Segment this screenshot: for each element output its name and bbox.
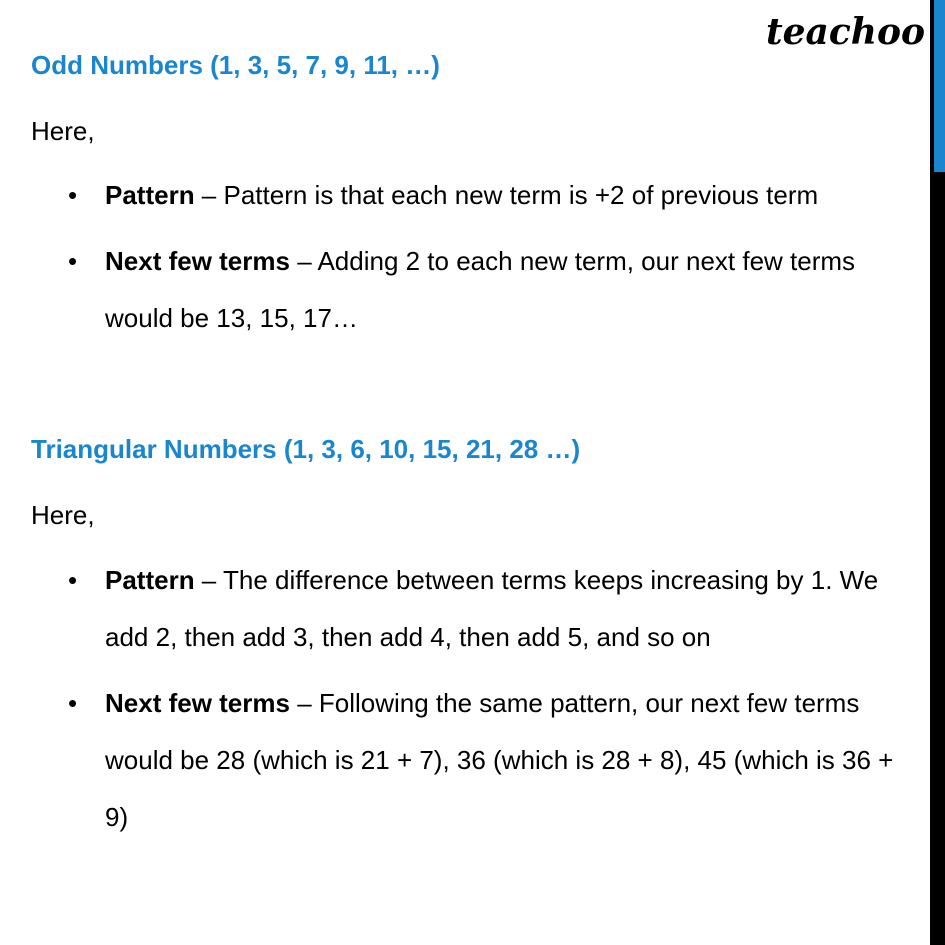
bullet-text: – Adding 2 to each new term, our next few terms would be 13, 15, 17… (105, 246, 856, 333)
sidebar-accent (934, 0, 945, 172)
section-heading-odd-numbers: Odd Numbers (1, 3, 5, 7, 9, 11, …) (31, 50, 440, 80)
bullet-odd-pattern (68, 167, 915, 224)
bullet-dot-icon: • (68, 180, 78, 210)
bullet-term: Pattern (105, 180, 195, 210)
bullet-term: Next few terms (105, 246, 290, 276)
bullet-odd-next-terms (68, 233, 915, 347)
bullet-term: Pattern (105, 565, 195, 595)
bullet-triangular-pattern (68, 552, 915, 666)
section-heading-triangular-numbers: Triangular Numbers (1, 3, 6, 10, 15, 21, 28 …) (31, 434, 581, 464)
bullet-term: Next few terms (105, 688, 290, 718)
bullet-text: – Pattern is that each new term is +2 of previous term (194, 180, 819, 210)
bullet-text: – Following the same pattern, our next few terms would be 28 (which is 21 + 7), 36 (which is 28 + 8), 45 (which is 36 + 9) (105, 688, 894, 832)
section-intro-odd-numbers: Here, (31, 116, 95, 146)
bullet-dot-icon: • (68, 246, 78, 276)
teachoo-logo: teachoo (766, 11, 925, 53)
bullet-dot-icon: • (68, 565, 78, 595)
bullet-triangular-next-terms (68, 675, 915, 846)
bullet-dot-icon: • (68, 688, 78, 718)
right-sidebar-bar (930, 0, 945, 945)
section-intro-triangular-numbers: Here, (31, 500, 95, 530)
bullet-text: – The difference between terms keeps increasing by 1. We add 2, then add 3, then add 4, then add 5, and so on (105, 565, 879, 652)
